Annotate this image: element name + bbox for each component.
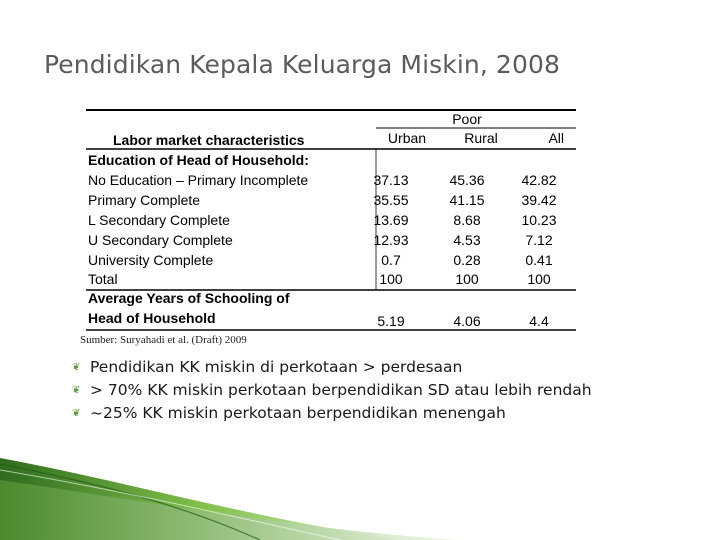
cell-rural: 45.36 (449, 172, 485, 188)
bullet-item (72, 379, 592, 402)
avg-rural: 4.06 (453, 313, 481, 329)
table-graphic (80, 100, 580, 332)
leaf-bullet-icon: ❦ (72, 385, 81, 396)
col-header-all: All (548, 130, 564, 146)
cell-all: 42.82 (521, 172, 557, 188)
cell-rural: 100 (455, 271, 479, 287)
source-note: Sumber: Suryahadi et al. (Draft) 2009 (80, 334, 247, 346)
cell-urban: 0.7 (381, 252, 401, 268)
leaf-bullet-icon: ❦ (72, 408, 81, 419)
cell-all: 100 (527, 271, 551, 287)
row-label: Primary Complete (88, 192, 201, 208)
cell-all: 39.42 (521, 192, 557, 208)
bullet-item (72, 402, 592, 425)
bullet-text: ~25% KK miskin perkotaan berpendidikan menengah (90, 404, 506, 422)
section-avg-label-1: Average Years of Schooling of (88, 290, 290, 306)
row-label-total: Total (88, 271, 118, 287)
col-header-rural: Rural (464, 130, 498, 146)
cell-urban: 12.93 (373, 232, 409, 248)
cell-urban: 35.55 (373, 192, 409, 208)
cell-rural: 41.15 (449, 192, 485, 208)
col-header-urban: Urban (387, 130, 427, 146)
section-avg-label-2: Head of Household (88, 310, 216, 326)
row-label: U Secondary Complete (88, 232, 233, 248)
cell-all: 0.41 (525, 252, 553, 268)
group-header: Poor (452, 111, 482, 127)
avg-urban: 5.19 (377, 313, 405, 329)
cell-urban: 37.13 (373, 172, 409, 188)
slide-title: Pendidikan Kepala Keluarga Miskin, 2008 (44, 50, 560, 79)
cell-urban: 100 (379, 271, 403, 287)
cell-all: 7.12 (525, 232, 553, 248)
cell-rural: 8.68 (453, 212, 481, 228)
cell-all: 10.23 (521, 212, 557, 228)
green-swoosh-decoration (0, 440, 720, 540)
col-header-characteristics: Labor market characteristics (113, 132, 305, 148)
row-label: L Secondary Complete (88, 212, 230, 228)
cell-urban: 13.69 (373, 212, 409, 228)
bullet-text: > 70% KK miskin perkotaan berpendidikan SD atau lebih rendah (90, 381, 592, 399)
cell-rural: 0.28 (453, 252, 481, 268)
row-label: University Complete (88, 252, 214, 268)
labor-market-table (80, 100, 580, 332)
avg-all: 4.4 (529, 313, 549, 329)
bullet-text: Pendidikan KK miskin di perkotaan > perdesaan (90, 358, 463, 376)
section-education-label: Education of Head of Household: (88, 152, 309, 168)
row-label: No Education – Primary Incomplete (88, 172, 309, 188)
leaf-bullet-icon: ❦ (72, 362, 81, 373)
bullet-list (72, 356, 592, 425)
bullet-item (72, 356, 592, 379)
cell-rural: 4.53 (453, 232, 481, 248)
